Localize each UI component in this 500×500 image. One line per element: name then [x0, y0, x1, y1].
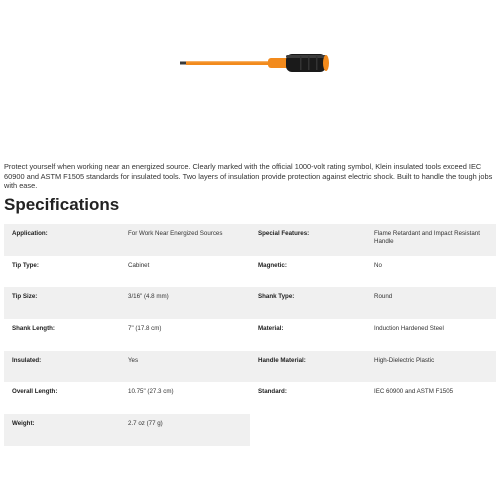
spec-label: Tip Type: [12, 261, 39, 269]
spec-item-material [250, 319, 496, 351]
spec-label: Handle Material: [258, 356, 306, 364]
spec-item-magnetic [250, 256, 496, 288]
spec-label: Overall Length: [12, 388, 58, 396]
spec-value: 2.7 oz (77 g) [128, 420, 163, 428]
specifications-heading: Specifications [4, 195, 120, 214]
screwdriver-icon [180, 54, 329, 72]
spec-label: Insulated: [12, 356, 42, 364]
spec-value: Cabinet [128, 261, 150, 269]
spec-label: Material: [258, 325, 284, 333]
spec-value: No [374, 261, 382, 269]
spec-item-shank-length [4, 319, 250, 351]
spec-value: 10.75" (27.3 cm) [128, 388, 174, 396]
spec-row [4, 256, 496, 288]
spec-value: For Work Near Energized Sources [128, 230, 223, 237]
spec-value: Induction Hardened Steel [374, 325, 444, 333]
spec-value: IEC 60900 and ASTM F1505 [374, 388, 454, 396]
product-image [0, 0, 500, 150]
spec-item-shank-type [250, 287, 496, 319]
spec-label: Special Features: [258, 230, 310, 237]
spec-value: High-Dielectric Plastic [374, 356, 435, 364]
spec-label: Weight: [12, 420, 35, 428]
spec-item-standard [250, 382, 496, 414]
spec-row [4, 414, 496, 446]
spec-item-special-features [250, 224, 496, 256]
spec-value: Flame Retardant and Impact Resistant Handle [374, 230, 480, 245]
spec-value: 3/16" (4.8 mm) [128, 293, 169, 301]
spec-value: 7" (17.8 cm) [128, 325, 162, 333]
spec-item-insulated [4, 351, 250, 383]
spec-item-weight [4, 414, 250, 446]
spec-item-application [4, 224, 250, 256]
spec-row [4, 319, 496, 351]
spec-item-handle-material [250, 351, 496, 383]
spec-item-overall-length [4, 382, 250, 414]
spec-row [4, 287, 496, 319]
spec-label: Tip Size: [12, 293, 38, 301]
spec-value: Round [374, 293, 393, 301]
spec-label: Magnetic: [258, 261, 287, 269]
spec-value: Yes [128, 356, 139, 364]
spec-row [4, 351, 496, 383]
spec-row [4, 382, 496, 414]
spec-item-tip-size [4, 287, 250, 319]
spec-label: Application: [12, 230, 48, 237]
specifications-table [4, 224, 496, 446]
spec-label: Standard: [258, 388, 287, 396]
spec-item-tip-type [4, 256, 250, 288]
spec-label: Shank Type: [258, 293, 295, 301]
spec-row [4, 224, 496, 256]
spec-item-empty [250, 414, 496, 446]
spec-label: Shank Length: [12, 325, 55, 333]
product-description: Protect yourself when working near an energized source. Clearly marked with the official 1000-volt rating symbol, Klein insulated tools exceed IEC 60900 and ASTM F1505 standards for insulated tools. Two layers of insulation provide protection against electric shock. Built to handle the tough jobs with ease. [4, 162, 493, 191]
